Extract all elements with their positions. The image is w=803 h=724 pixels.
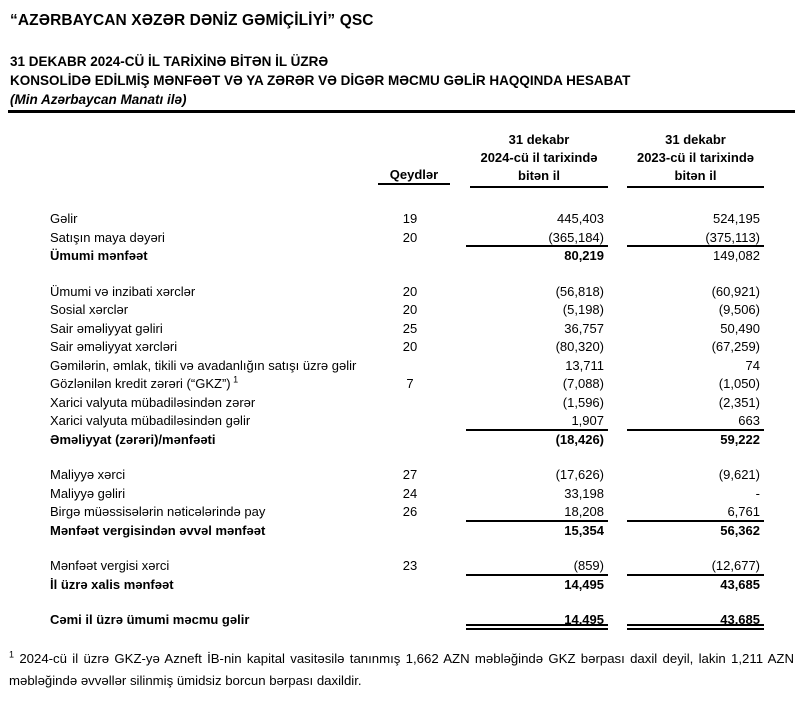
column-gap — [608, 375, 627, 394]
table-row — [0, 229, 803, 248]
row-value-2023: 43,685 — [720, 576, 760, 592]
table-row — [0, 485, 803, 504]
table-row — [0, 576, 803, 595]
column-gap — [608, 485, 627, 504]
row-value-2023: (67,259) — [711, 339, 760, 354]
row-value-2023: 50,490 — [720, 320, 760, 336]
column-header-2024-line2: 2024-cü il tarixində — [480, 150, 598, 165]
table-row — [0, 283, 803, 302]
row-note — [374, 611, 446, 630]
row-value-2024: 445,403 — [557, 211, 604, 226]
row-value-2023: 6,761 — [627, 503, 764, 522]
row-note — [374, 576, 446, 595]
row-note — [374, 431, 446, 450]
column-gap — [608, 431, 627, 450]
column-gap — [608, 611, 627, 630]
row-value-2023: (60,921) — [711, 283, 760, 299]
table-row — [0, 557, 803, 576]
spacer-row — [0, 540, 803, 557]
column-gap — [608, 466, 627, 485]
table-header — [0, 131, 803, 188]
table-row — [0, 375, 803, 394]
row-note: 25 — [402, 320, 418, 336]
column-gap — [608, 301, 627, 320]
row-label: Mənfəət vergisindən əvvəl mənfəət — [50, 522, 266, 538]
row-value-2023: (9,621) — [718, 467, 760, 482]
table-row — [0, 611, 803, 630]
row-label: Gəlir — [50, 211, 78, 226]
column-gap — [446, 503, 466, 522]
row-value-2024: (5,198) — [562, 302, 604, 317]
row-note — [374, 394, 446, 413]
column-gap — [608, 210, 627, 229]
column-gap — [446, 301, 466, 320]
column-gap — [446, 210, 466, 229]
row-label: Cəmi il üzrə ümumi məcmu gəlir — [50, 612, 250, 627]
row-value-2024: (859) — [466, 557, 608, 576]
row-label: Xarici valyuta mübadiləsindən zərər — [50, 394, 256, 410]
column-gap — [446, 466, 466, 485]
table-row — [0, 431, 803, 450]
row-label: İl üzrə xalis mənfəət — [50, 576, 174, 592]
row-note: 19 — [402, 211, 418, 226]
row-value-2024: 13,711 — [565, 357, 604, 373]
table-row — [0, 301, 803, 320]
column-gap — [446, 357, 466, 376]
column-gap — [608, 576, 627, 595]
notes-column-header: Qeydlər — [378, 131, 450, 185]
column-header-2024-line3: bitən il — [518, 168, 560, 183]
column-header-2023-line1: 31 dekabr — [665, 132, 726, 147]
report-period-line: 31 DEKABR 2024-CÜ İL TARİXİNƏ BİTƏN İL ÜZRƏ — [10, 54, 329, 69]
column-header-2023-line2: 2023-cü il tarixində — [636, 150, 755, 165]
row-value-2023: (1,050) — [718, 376, 760, 391]
column-gap — [608, 394, 627, 413]
row-label: Ümumi və inzibati xərclər — [50, 283, 196, 299]
row-value-2024: 36,757 — [564, 320, 604, 336]
column-gap — [446, 247, 466, 266]
report-title-line: KONSOLİDƏ EDİLMİŞ MƏNFƏƏT VƏ YA ZƏRƏR VƏ DİGƏR MƏCMU GƏLİR HAQQINDA HESABAT — [10, 73, 631, 88]
row-value-2023: 524,195 — [713, 211, 760, 226]
row-label: Gözlənilən kredit zərəri (“GKZ”) $^1$ — [50, 375, 239, 391]
statement-body — [0, 210, 803, 630]
document-header — [0, 0, 803, 107]
row-value-2024: 15,354 — [564, 522, 604, 538]
row-value-2024: 33,198 — [564, 485, 604, 501]
row-label: Əməliyyat (zərəri)/mənfəəti — [50, 431, 216, 447]
row-value-2024: (56,818) — [555, 283, 604, 299]
row-label: Maliyyə gəliri — [50, 485, 126, 501]
units-line: (Min Azərbaycan Manatı ilə) — [10, 92, 187, 107]
row-value-2023: 59,222 — [720, 431, 760, 447]
column-gap — [608, 522, 627, 541]
column-header-2023 — [627, 131, 764, 188]
column-gap — [446, 412, 466, 431]
row-label: Xarici valyuta mübadiləsindən gəlir — [50, 413, 251, 428]
row-label: Birgə müəssisələrin nəticələrində pay — [50, 504, 266, 519]
row-note: 27 — [402, 467, 418, 482]
row-value-2024: (365,184) — [466, 229, 608, 248]
spacer-row — [0, 594, 803, 611]
row-note — [374, 357, 446, 376]
row-value-2024: 14,495 — [466, 611, 608, 630]
header-divider-rule — [8, 110, 795, 113]
table-row — [0, 320, 803, 339]
row-value-2023: 663 — [627, 412, 764, 431]
row-value-2024: 18,208 — [466, 503, 608, 522]
row-value-2023: (9,506) — [718, 302, 760, 317]
row-value-2024: (18,426) — [555, 431, 604, 447]
row-label: Gəmilərin, əmlak, tikili və avadanlığın satışı üzrə gəlir — [50, 357, 357, 373]
row-note: 20 — [402, 283, 418, 299]
column-gap — [446, 320, 466, 339]
row-label: Sair əməliyyat xərcləri — [50, 339, 178, 354]
row-note: 20 — [402, 339, 418, 354]
column-gap — [608, 557, 627, 576]
row-note — [374, 412, 446, 431]
table-row — [0, 357, 803, 376]
row-note: 7 — [406, 376, 414, 391]
column-gap — [608, 247, 627, 266]
row-value-2024: (17,626) — [555, 467, 604, 482]
footnote-reference: 1 — [230, 375, 239, 385]
row-label: Mənfəət vergisi xərci — [50, 558, 170, 573]
row-note — [374, 522, 446, 541]
footnote-text: 2024-cü il üzrə GKZ-yə Azneft İB-nin kapital vasitəsilə tanınmış 1,662 AZN məbləğində GKZ bərpası daxil deyil, lakin 1,211 AZN məbləğində əvvəllər silinmiş ümidsiz borcun bərpası daxildir. — [9, 650, 794, 688]
column-header-2023-line3: bitən il — [674, 168, 717, 183]
company-title: “AZƏRBAYCAN XƏZƏR DƏNİZ GƏMİÇİLİYİ” QSC — [10, 12, 374, 29]
row-value-2023: 149,082 — [713, 248, 760, 263]
row-label: Sosial xərclər — [50, 302, 129, 317]
row-value-2023: (375,113) — [627, 229, 764, 248]
row-note: 26 — [402, 504, 418, 519]
column-gap — [446, 229, 466, 248]
column-gap — [608, 503, 627, 522]
row-note: 23 — [402, 558, 418, 573]
footnote-marker: 1 — [9, 649, 15, 660]
table-row — [0, 210, 803, 229]
row-value-2024: (80,320) — [555, 339, 604, 354]
row-value-2023: - — [755, 485, 760, 501]
row-value-2024: (7,088) — [562, 376, 604, 391]
column-gap — [608, 229, 627, 248]
row-label: Ümumi mənfəət — [50, 248, 148, 263]
spacer-row — [0, 449, 803, 466]
row-note — [374, 247, 446, 266]
column-gap — [446, 522, 466, 541]
column-header-2024-line1: 31 dekabr — [508, 132, 570, 147]
column-gap — [446, 485, 466, 504]
row-value-2023: 74 — [745, 357, 760, 373]
column-gap — [608, 357, 627, 376]
table-row — [0, 522, 803, 541]
row-note: 20 — [402, 229, 418, 245]
column-gap — [446, 375, 466, 394]
table-row — [0, 503, 803, 522]
column-gap — [446, 394, 466, 413]
footnote — [9, 648, 794, 693]
row-value-2024: 80,219 — [564, 248, 604, 263]
row-value-2024: 1,907 — [466, 412, 608, 431]
table-header-label-spacer — [50, 131, 378, 188]
row-value-2024: 14,495 — [564, 576, 604, 592]
column-gap — [446, 611, 466, 630]
column-gap — [608, 283, 627, 302]
column-gap — [446, 557, 466, 576]
column-gap — [446, 283, 466, 302]
row-label: Maliyyə xərci — [50, 467, 126, 482]
column-gap — [446, 576, 466, 595]
row-value-2024: (1,596) — [562, 394, 604, 410]
column-gap — [608, 320, 627, 339]
row-label: Satışın maya dəyəri — [50, 229, 165, 245]
column-gap — [446, 338, 466, 357]
column-gap — [608, 338, 627, 357]
column-gap — [446, 431, 466, 450]
row-label: Sair əməliyyat gəliri — [50, 320, 163, 336]
row-note: 24 — [402, 485, 418, 501]
table-row — [0, 466, 803, 485]
row-value-2023: 43,685 — [627, 611, 764, 630]
table-row — [0, 247, 803, 266]
table-row — [0, 412, 803, 431]
row-value-2023: 56,362 — [720, 522, 760, 538]
row-note: 20 — [402, 302, 418, 317]
column-gap — [608, 412, 627, 431]
row-value-2023: (2,351) — [718, 394, 760, 410]
column-header-2024 — [470, 131, 608, 188]
table-row — [0, 394, 803, 413]
table-row — [0, 338, 803, 357]
row-value-2023: (12,677) — [627, 557, 764, 576]
spacer-row — [0, 266, 803, 283]
